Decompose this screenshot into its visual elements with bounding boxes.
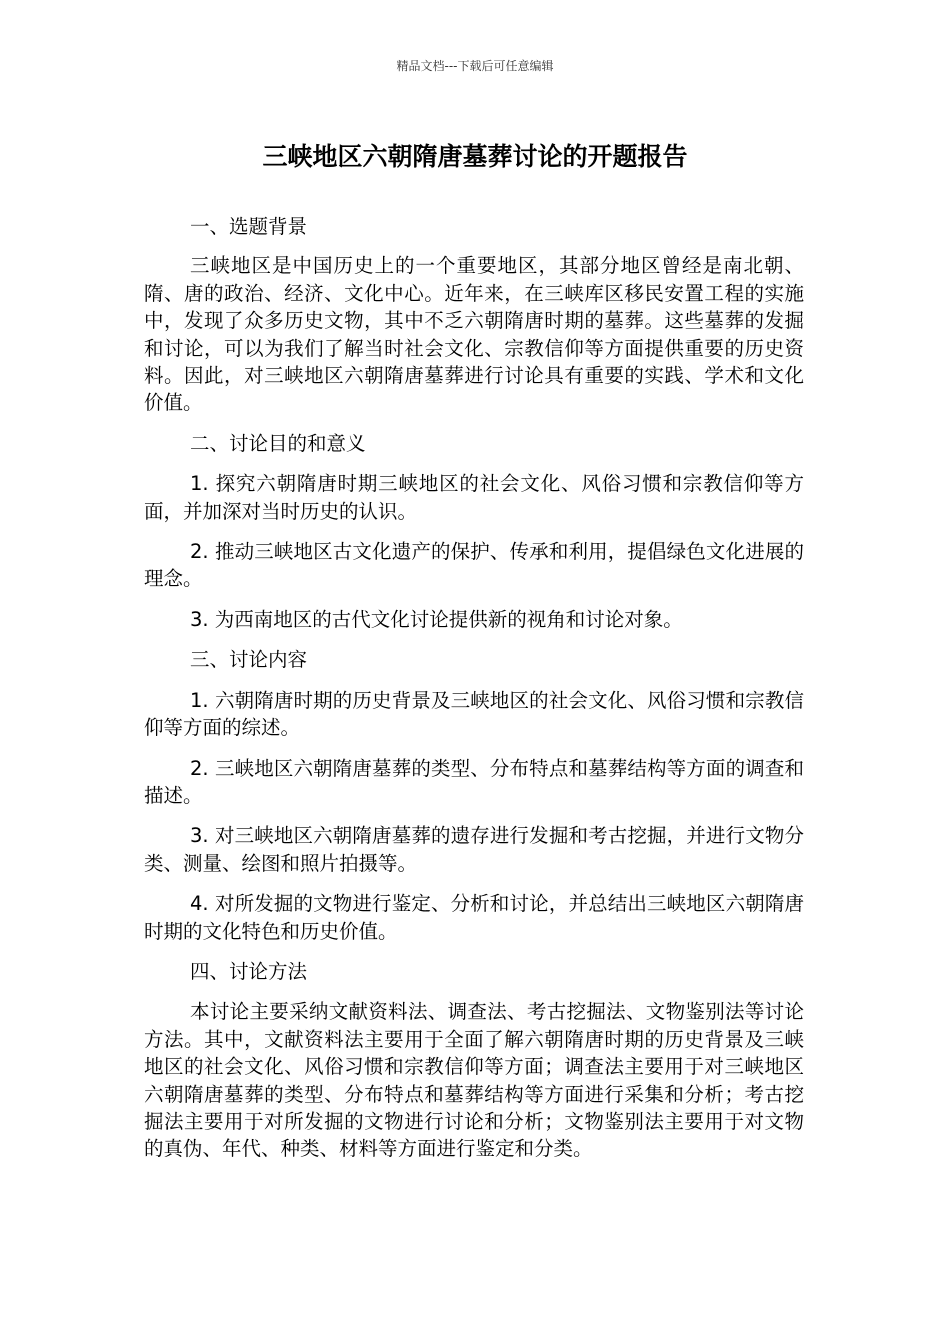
section-heading-method: 四、讨论方法 [190, 959, 308, 983]
section-heading-content: 三、讨论内容 [190, 648, 308, 672]
content-item-2: 2. 三峡地区六朝隋唐墓葬的类型、分布特点和墓葬结构等方面的调查和描述。 [144, 756, 804, 807]
purpose-item-3: 3. 为西南地区的古代文化讨论提供新的视角和讨论对象。 [190, 607, 683, 631]
section-heading-purpose: 二、讨论目的和意义 [190, 431, 366, 455]
purpose-item-2: 2. 推动三峡地区古文化遗产的保护、传承和利用，提倡绿色文化进展的理念。 [144, 540, 804, 591]
paragraph-method: 本讨论主要采纳文献资料法、调查法、考古挖掘法、文物鉴别法等讨论方法。其中，文献资料法主要用于全面了解六朝隋唐时期的历史背景及三峡地区的社会文化、风俗习惯和宗教信仰等方面；调查法主要用于对三峡地区六朝隋唐墓葬的类型、分布特点和墓葬结构等方面进行采集和分析；考古挖掘法主要用于对所发掘的文物进行讨论和分析；文物鉴别法主要用于对文物的真伪、年代、种类、材料等方面进行鉴定和分类。 [144, 1000, 804, 1161]
purpose-item-1: 1. 探究六朝隋唐时期三峡地区的社会文化、风俗习惯和宗教信仰等方面，并加深对当时历史的认识。 [144, 472, 804, 523]
content-item-4: 4. 对所发掘的文物进行鉴定、分析和讨论，并总结出三峡地区六朝隋唐时期的文化特色和历史价值。 [144, 892, 804, 943]
document-title: 三峡地区六朝隋唐墓葬讨论的开题报告 [262, 142, 688, 171]
content-item-3: 3. 对三峡地区六朝隋唐墓葬的遗存进行发掘和考古挖掘，并进行文物分类、测量、绘图和照片拍摄等。 [144, 824, 804, 875]
section-heading-background: 一、选题背景 [190, 215, 308, 238]
document-body [144, 213, 804, 1163]
paragraph-background: 三峡地区是中国历史上的一个重要地区，其部分地区曾经是南北朝、隋、唐的政治、经济、文化中心。近年来，在三峡库区移民安置工程的实施中，发现了众多历史文物，其中不乏六朝隋唐时期的墓葬。这些墓葬的发掘和讨论，可以为我们了解当时社会文化、宗教信仰等方面提供重要的历史资料。因此，对三峡地区六朝隋唐墓葬进行讨论具有重要的实践、学术和文化价值。 [144, 254, 804, 415]
header-note: 精品文档---下载后可任意编辑 [396, 59, 554, 73]
content-item-1: 1. 六朝隋唐时期的历史背景及三峡地区的社会文化、风俗习惯和宗教信仰等方面的综述。 [144, 688, 804, 740]
